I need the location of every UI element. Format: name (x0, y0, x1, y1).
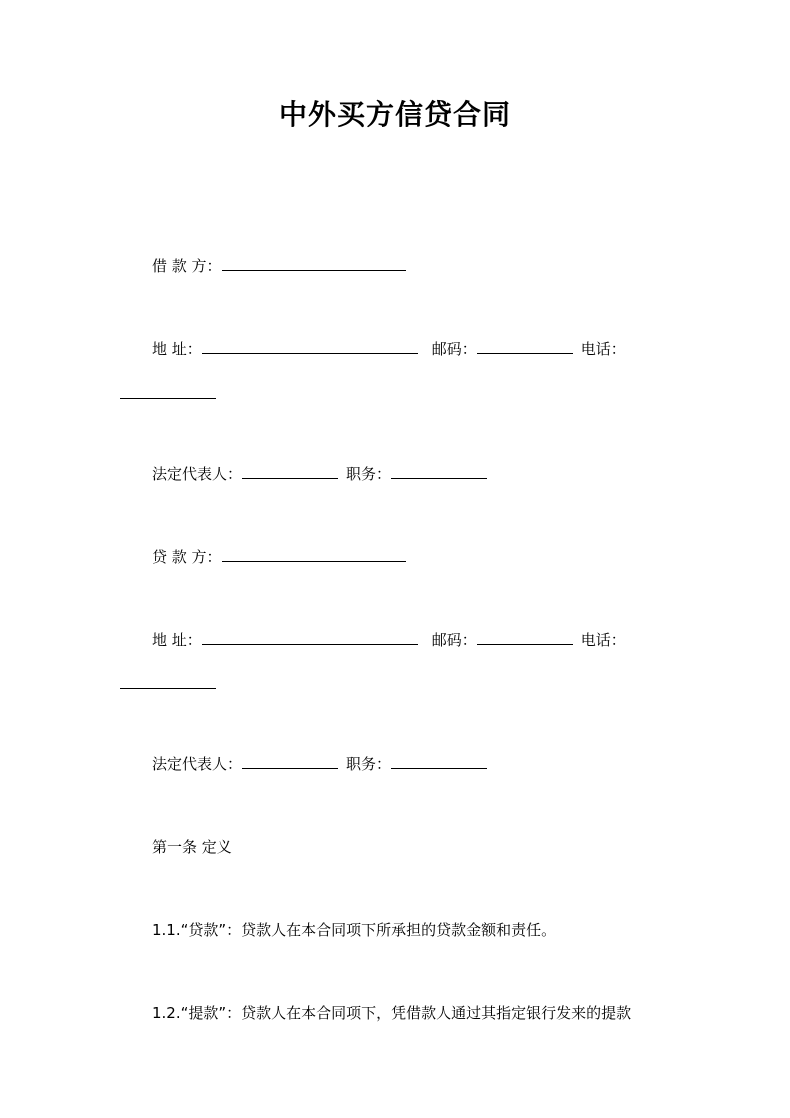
borrower-party-line (152, 256, 406, 276)
lender-party-blank[interactable] (222, 547, 406, 562)
clause-1-2: 1.2.“提款”：贷款人在本合同项下，凭借款人通过其指定银行发来的提款 (152, 1004, 632, 1022)
lender-legal-rep-line (152, 754, 487, 774)
borrower-legal-rep-line (152, 464, 487, 484)
lender-phone-label: 电话： (580, 631, 626, 649)
lender-party-line (152, 547, 406, 567)
lender-postcode-blank[interactable] (477, 630, 573, 645)
borrower-phone-label: 电话： (580, 340, 626, 358)
document-title: 中外买方信贷合同 (278, 98, 511, 131)
lender-address-line (152, 630, 626, 650)
lender-legal-rep-blank[interactable] (242, 754, 338, 769)
borrower-position-label: 职务： (346, 465, 392, 483)
lender-position-blank[interactable] (391, 754, 487, 769)
lender-address-blank[interactable] (202, 630, 418, 645)
borrower-address-blank[interactable] (202, 339, 418, 354)
borrower-legal-rep-label: 法定代表人： (152, 465, 243, 483)
borrower-postcode-label: 邮码： (431, 340, 477, 358)
borrower-address-label: 地 址： (152, 340, 202, 358)
lender-phone-blank[interactable] (120, 687, 216, 689)
clause-1-1: 1.1.“贷款”：贷款人在本合同项下所承担的贷款金额和责任。 (152, 921, 557, 939)
lender-party-label: 贷 款 方： (152, 548, 222, 566)
lender-postcode-label: 邮码： (431, 631, 477, 649)
borrower-party-label: 借 款 方： (152, 257, 222, 275)
lender-position-label: 职务： (346, 755, 392, 773)
borrower-postcode-blank[interactable] (477, 339, 573, 354)
lender-address-label: 地 址： (152, 631, 202, 649)
lender-legal-rep-label: 法定代表人： (152, 755, 243, 773)
borrower-position-blank[interactable] (391, 464, 487, 479)
borrower-party-blank[interactable] (222, 256, 406, 271)
borrower-address-line (152, 339, 626, 359)
borrower-legal-rep-blank[interactable] (242, 464, 338, 479)
article-1-heading: 第一条 定义 (152, 838, 232, 856)
borrower-phone-blank[interactable] (120, 397, 216, 399)
